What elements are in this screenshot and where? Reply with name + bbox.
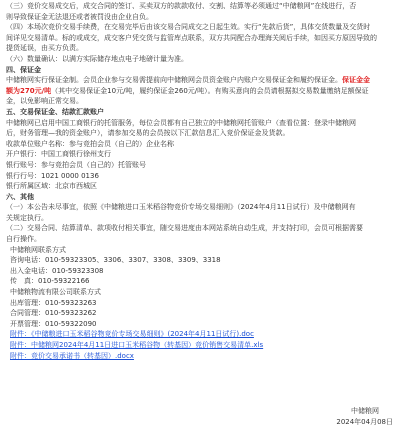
attachment-link-rules[interactable]: 附件：《中储粮进口玉米稻谷物竞价专场交易细则》(2024年4月11日试行).doc	[10, 330, 254, 339]
text-line: 间详见交易清单。标的或成交，成交客户凭交货与监管库点联系，双方共同配合办理海关阅后手续，如因买方原因导致的	[6, 33, 377, 42]
deposit-amount-highlight: 额为270元/吨	[6, 86, 52, 95]
announcement-body	[6, 0, 393, 361]
contact-line: 出入金电话：010-59323308	[10, 266, 104, 275]
section-heading-other: 六、其他	[6, 192, 34, 201]
deposit-line	[6, 75, 393, 86]
deposit-line	[6, 86, 393, 97]
contact-line: 合同管理：010-59323262	[10, 309, 97, 318]
contact-line: 中储粮网联系方式	[10, 245, 66, 254]
text-line: 则导致保证金无法退还或者被罚没由企业自负。	[6, 12, 153, 21]
attachment-row	[6, 351, 393, 362]
text-line: （四）本场次竞价交易手续费，在交易完毕后由该交易合同成交之日起生效。实行“先款后货”，具体交货数量及交货时	[6, 23, 371, 32]
text-line: （六）数量确认：以满方实际储存地点电子地磅计量为准。	[6, 54, 188, 63]
text-line: 提货延误，由买方负责。	[6, 44, 83, 53]
settlement-line: 中储粮网已启用中国工商银行的托管服务，每位会员都有自己独立的中储粮网托管账户（查看位置：登录中储粮网	[6, 118, 356, 127]
deposit-text: （其中交易保证金10元/吨，履约保证金260元/吨）。有购买意向的会员请根据拟交易数量缴纳足额保证	[51, 86, 369, 95]
section-heading-settlement: 五、交易保证金、结款汇款账户	[6, 107, 104, 116]
contact-line: 咨询电话：010-59323305、3306、3307、3308、3309、3318	[10, 256, 221, 265]
account-line: 银行账号：参与竞拍会员（自己的）托管账号	[6, 160, 146, 169]
deposit-text: 中储粮网实行保证金制。会员企业参与交易需提前向中储粮网会员资金账户内账户交易保证金和履约保证金。	[6, 76, 342, 85]
other-line: 自行操作。	[6, 235, 41, 244]
other-line: 关规定执行。	[6, 213, 48, 222]
attachment-link-commitment[interactable]: 附件：竞价交易承诺书（转基因）.docx	[10, 351, 134, 360]
deposit-amount-highlight: 保证金金	[342, 76, 370, 85]
attachment-row	[6, 340, 393, 351]
account-line: 银行行号：1021 0000 0136	[6, 171, 99, 180]
signature-date: 2024年04月08日	[336, 418, 393, 426]
attachment-row	[6, 329, 393, 340]
account-line: 收款单位账户名称：参与竞拍会员（自己的）企业名称	[6, 139, 174, 148]
contact-line: 出库管理：010-59323263	[10, 298, 97, 307]
contact-line: 中储粮物流有限公司联系方式	[10, 288, 101, 297]
attachment-link-list[interactable]: 附件：中储粮网2024年4月11日进口玉米稻谷物（转基因）竞价销售交易清单.xls	[10, 341, 264, 349]
contact-line: 传 真：010-59322166	[10, 277, 90, 286]
contact-line: 开票管理：010-59322090	[10, 319, 97, 328]
signature-organization: 中储粮网	[351, 407, 379, 415]
other-line: （二）交易合同、结算清单、款项收付相关事宜，随交易进度由本网站系统自动生成，并支持打印，会员可根据需要	[6, 224, 363, 233]
other-line: （一）本公告未尽事宜，依照《中储粮进口玉米稻谷物竞价专场交易细则》（2024年4月11日试行）及中储粮网有	[6, 203, 356, 212]
settlement-line: 后，财务管理—我的资金账户），请参加交易的会员按以下汇款信息汇入竞价保证金及货款。	[6, 129, 290, 138]
deposit-line: 金，以免影响正常交易。	[6, 97, 83, 106]
text-line: （三）竞价交易成交后，成交合同的签订、买卖双方的款款收付、交割、结算等必须通过“中储粮网”在线进行，否	[6, 2, 357, 10]
section-heading-deposit: 四、保证金	[6, 65, 41, 74]
account-line: 开户银行：中国工商银行徐州支行	[6, 150, 111, 159]
account-line: 银行所属区域：北京市西城区	[6, 182, 97, 191]
